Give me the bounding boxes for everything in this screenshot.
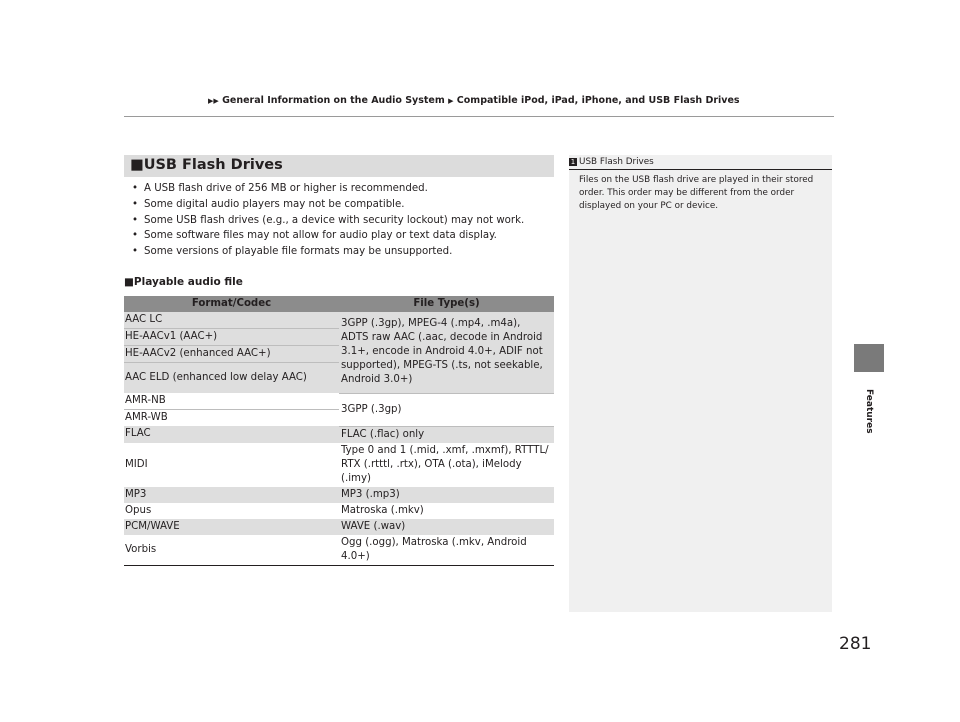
table-row [124, 519, 554, 535]
side-note-rule [569, 169, 832, 170]
square-marker-icon: ■ [124, 276, 134, 288]
file-type-cell: 3GPP (.3gp), MPEG-4 (.mp4, .m4a), ADTS raw AAC (.aac, decode in Android 3.1+, encode in Android 4.0+, ADIF not supported), MPEG-TS (.ts, not seekable, Android 3.0+) [339, 312, 554, 393]
format-cell: AMR-WB [125, 412, 168, 423]
chapter-label: Features [864, 389, 874, 434]
file-type-cell: 3GPP (.3gp) [339, 393, 554, 426]
breadcrumb-part-2: Compatible iPod, iPad, iPhone, and USB Flash Drives [456, 95, 740, 106]
table-row [124, 426, 554, 443]
format-cell: MP3 [125, 488, 147, 500]
breadcrumb-part-1: General Information on the Audio System [222, 95, 445, 106]
breadcrumb [208, 95, 740, 106]
column-header-file-type: File Type(s) [339, 296, 554, 312]
file-type-cell: Ogg (.ogg), Matroska (.mkv, Android 4.0+) [339, 535, 554, 566]
side-note-heading [569, 157, 832, 167]
table-row [124, 312, 554, 329]
double-arrow-icon: ▶▶ [208, 97, 219, 105]
table-row [124, 503, 554, 519]
list-item: • A USB flash drive of 256 MB or higher is recommended. [132, 181, 562, 197]
side-note-title: USB Flash Drives [579, 157, 654, 167]
chapter-tab [854, 344, 884, 372]
format-cell: HE-AACv2 (enhanced AAC+) [124, 346, 339, 363]
section-title: USB Flash Drives [143, 157, 283, 173]
section-heading-bar [124, 155, 554, 177]
format-cell: Opus [125, 504, 152, 516]
subsection-heading [124, 276, 243, 288]
list-item: • Some versions of playable file formats may be unsupported. [132, 244, 562, 260]
list-item: • Some USB flash drives (e.g., a device with security lockout) may not work. [132, 213, 562, 229]
format-cell: FLAC [125, 428, 151, 440]
square-marker-icon: ■ [130, 157, 144, 173]
file-type-cell: FLAC (.flac) only [341, 428, 425, 440]
table-row [124, 393, 554, 410]
format-cell: AAC LC [124, 312, 339, 329]
file-type-cell: MP3 (.mp3) [341, 488, 400, 500]
page-number: 281 [839, 634, 872, 654]
header-rule [124, 116, 834, 117]
list-item: • Some software files may not allow for audio play or text data display. [132, 228, 562, 244]
recommendation-list [132, 181, 562, 260]
format-cell: AMR-NB [124, 393, 339, 410]
table-row [124, 443, 554, 487]
audio-format-table [124, 296, 554, 566]
file-type-cell: Type 0 and 1 (.mid, .xmf, .mxmf), RTTTL/ RTX (.rtttl, .rtx), OTA (.ota), iMelody (.imy) [341, 444, 549, 484]
format-cell: AAC ELD (enhanced low delay AAC) [125, 372, 307, 383]
table-header-row [124, 296, 554, 312]
format-cell: MIDI [125, 458, 148, 470]
format-cell: Vorbis [124, 535, 339, 566]
table-row [124, 487, 554, 503]
section-heading [130, 157, 283, 173]
format-cell: HE-AACv1 (AAC+) [124, 329, 339, 346]
side-note-body: Files on the USB flash drive are played in their stored order. This order may be different from the order displayed on your PC or device. [579, 175, 814, 211]
file-type-cell: WAVE (.wav) [341, 520, 406, 532]
subsection-title: Playable audio file [133, 276, 243, 288]
side-note-panel [569, 155, 832, 612]
format-cell: PCM/WAVE [125, 520, 180, 532]
list-item: • Some digital audio players may not be compatible. [132, 197, 562, 213]
file-type-cell: Matroska (.mkv) [341, 504, 424, 516]
arrow-icon: ▶ [448, 97, 454, 105]
table-row [124, 535, 554, 566]
note-number-icon: 1 [570, 157, 576, 166]
column-header-format: Format/Codec [124, 296, 339, 312]
